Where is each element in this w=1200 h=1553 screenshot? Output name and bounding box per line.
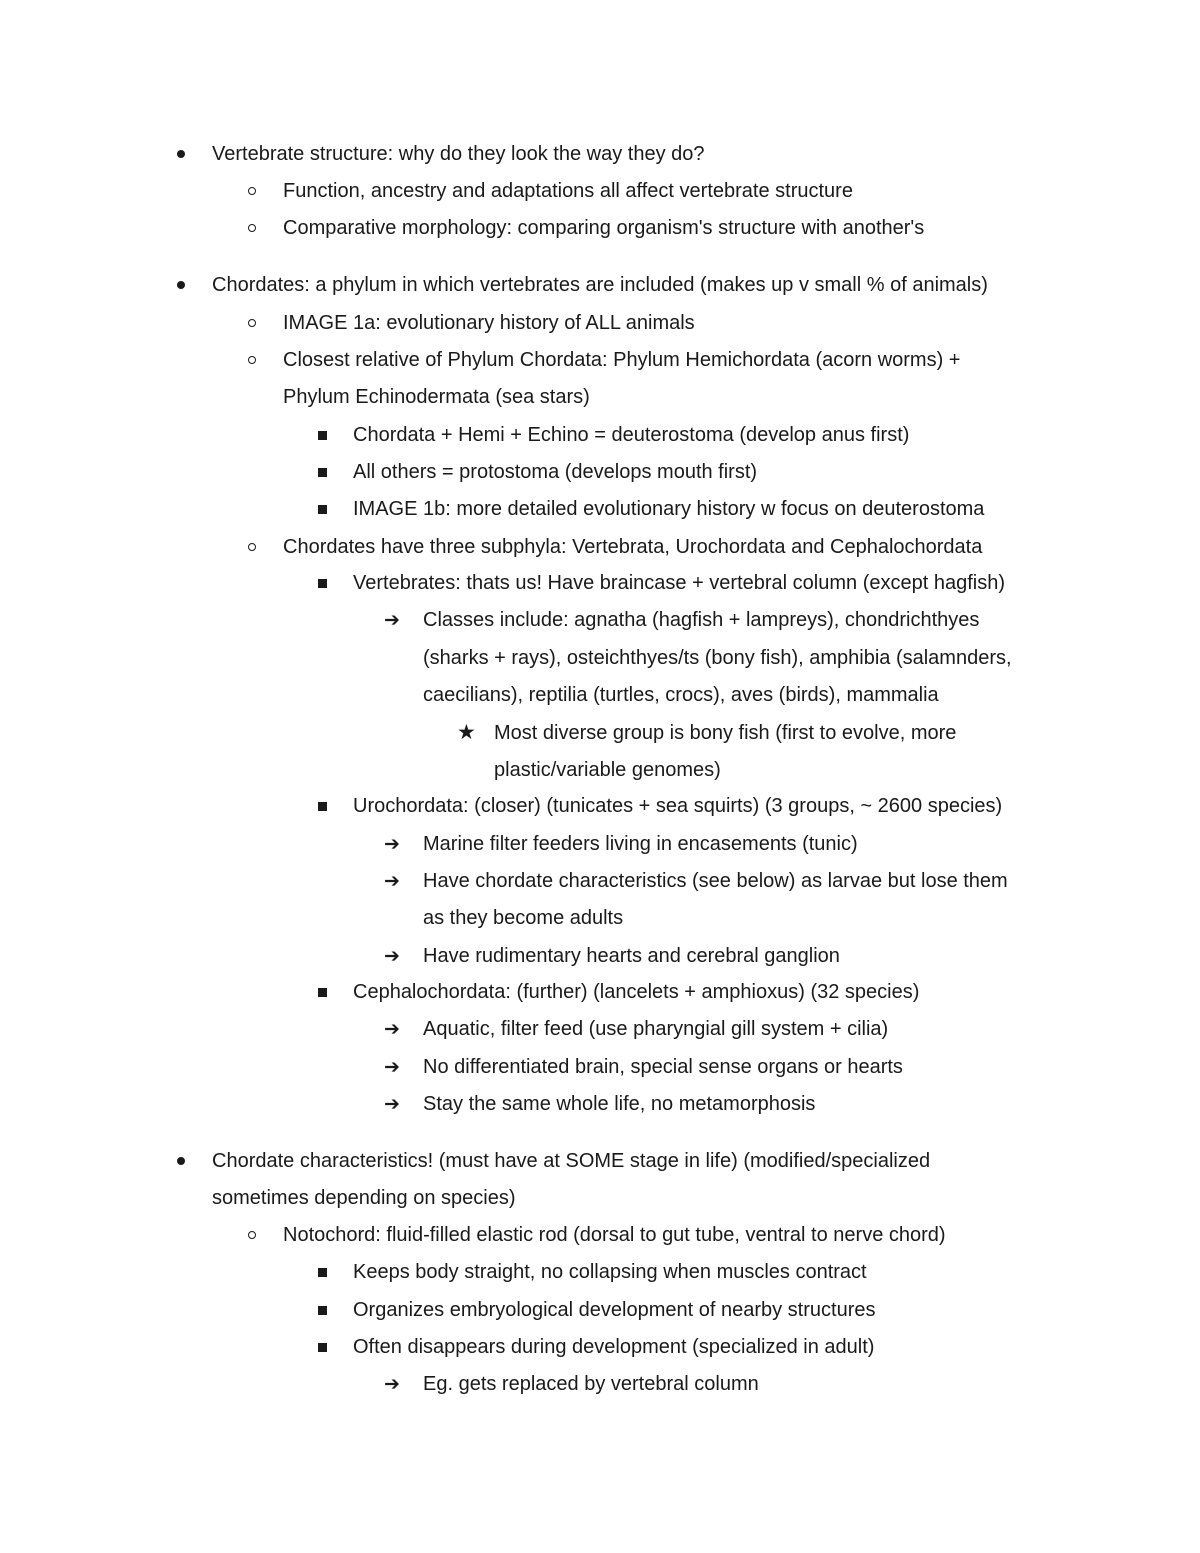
list-item-text: Have chordate characteristics (see below) as larvae but lose them (423, 870, 1008, 892)
list-item-text: Have rudimentary hearts and cerebral ganglion (423, 945, 840, 967)
list-item-text: All others = protostoma (develops mouth first) (353, 461, 758, 483)
list-item-text: Aquatic, filter feed (use pharyngial gill system + cilia) (423, 1018, 889, 1040)
list-item-text: IMAGE 1a: evolutionary history of ALL animals (283, 312, 695, 334)
bullet-arrow-icon: ➔ (384, 1093, 400, 1115)
list-item-text: Eg. gets replaced by vertebral column (423, 1373, 759, 1395)
list-item-text: Notochord: fluid-filled elastic rod (dorsal to gut tube, ventral to nerve chord) (283, 1224, 946, 1246)
bullet-square-icon (318, 505, 327, 514)
list-item-text: Stay the same whole life, no metamorphosis (423, 1093, 816, 1115)
list-item-text: (sharks + rays), osteichthyes/ts (bony fish), amphibia (salamnders, (423, 647, 1012, 669)
list-item-text: Chordate characteristics! (must have at SOME stage in life) (modified/specialized (212, 1150, 931, 1172)
bullet-arrow-icon: ➔ (384, 1373, 400, 1395)
list-item-text: caecilians), reptilia (turtles, crocs), aves (birds), mammalia (423, 684, 939, 706)
list-item-text: Vertebrate structure: why do they look the way they do? (212, 143, 705, 165)
list-item-text: Classes include: agnatha (hagfish + lampreys), chondrichthyes (423, 609, 980, 631)
bullet-disc-icon (177, 150, 185, 158)
bullet-arrow-icon: ➔ (384, 870, 400, 892)
list-item-text: Vertebrates: thats us! Have braincase + vertebral column (except hagfish) (353, 572, 1006, 594)
bullet-disc-icon (177, 281, 185, 289)
list-item-text: Chordata + Hemi + Echino = deuterostoma (develop anus first) (353, 424, 910, 446)
bullet-square-icon (318, 468, 327, 477)
bullet-square-icon (318, 988, 327, 997)
list-item-text: sometimes depending on species) (212, 1187, 516, 1209)
bullet-arrow-icon: ➔ (384, 1018, 400, 1040)
list-item-text: Cephalochordata: (further) (lancelets + amphioxus) (32 species) (353, 981, 920, 1003)
list-item-text: Function, ancestry and adaptations all affect vertebrate structure (283, 180, 853, 202)
list-item-text: IMAGE 1b: more detailed evolutionary history w focus on deuterostoma (353, 498, 985, 520)
bullet-arrow-icon: ➔ (384, 1056, 400, 1078)
list-item-text: Urochordata: (closer) (tunicates + sea squirts) (3 groups, ~ 2600 species) (353, 795, 1003, 817)
list-item-text: Keeps body straight, no collapsing when muscles contract (353, 1261, 867, 1283)
list-item-text: Chordates: a phylum in which vertebrates are included (makes up v small % of animals) (212, 274, 988, 296)
bullet-square-icon (318, 579, 327, 588)
bullet-circle-icon (248, 224, 256, 232)
list-item-text: as they become adults (423, 907, 624, 929)
bullet-circle-icon (248, 319, 256, 327)
bullet-circle-icon (248, 356, 256, 364)
list-item-text: Phylum Echinodermata (sea stars) (283, 386, 590, 408)
bullet-arrow-icon: ➔ (384, 945, 400, 967)
bullet-circle-icon (248, 1231, 256, 1239)
bullet-square-icon (318, 431, 327, 440)
list-item-text: No differentiated brain, special sense organs or hearts (423, 1056, 903, 1078)
bullet-star-icon: ★ (457, 720, 476, 744)
bullet-square-icon (318, 802, 327, 811)
bullet-circle-icon (248, 187, 256, 195)
list-item-text: Chordates have three subphyla: Vertebrata, Urochordata and Cephalochordata (283, 536, 983, 558)
list-item-text: Comparative morphology: comparing organism's structure with another's (283, 217, 925, 239)
bullet-square-icon (318, 1343, 327, 1352)
list-item-text: Often disappears during development (specialized in adult) (353, 1336, 875, 1358)
bullet-arrow-icon: ➔ (384, 609, 400, 631)
list-item-text: Organizes embryological development of nearby structures (353, 1299, 876, 1321)
bullet-circle-icon (248, 543, 256, 551)
list-item-text: Marine filter feeders living in encasements (tunic) (423, 833, 858, 855)
list-item-text: Most diverse group is bony fish (first to evolve, more (494, 722, 957, 744)
bullet-disc-icon (177, 1157, 185, 1165)
bullet-square-icon (318, 1268, 327, 1277)
list-item-text: plastic/variable genomes) (494, 759, 721, 781)
bullet-arrow-icon: ➔ (384, 833, 400, 855)
list-item-text: Closest relative of Phylum Chordata: Phylum Hemichordata (acorn worms) + (283, 349, 961, 371)
bullet-square-icon (318, 1306, 327, 1315)
